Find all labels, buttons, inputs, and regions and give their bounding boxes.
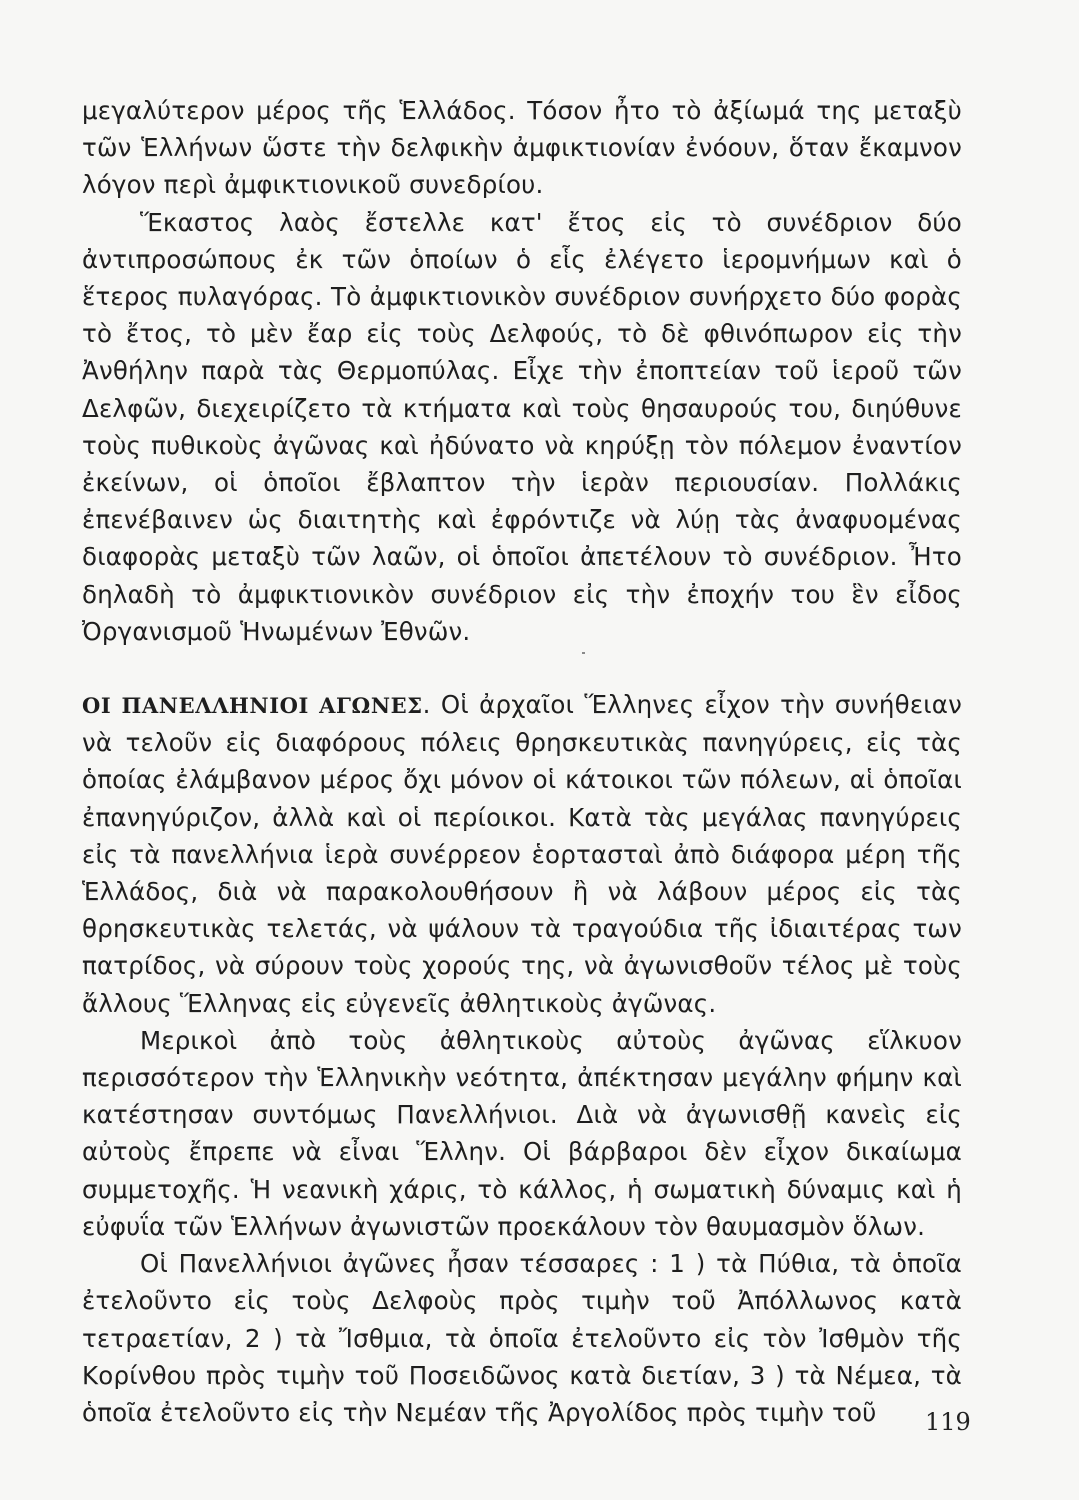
paragraph-panhellenic-text: . Οἱ ἀρχαῖοι Ἕλληνες εἶχον τὴν συνήθειαν νὰ τελοῦν εἰς διαφόρους πόλεις θρησκευτικὰς πανηγύρεις, εἰς τὰς ὁποίας ἐλάμβανον μέρος ὄχι μόνον οἱ κάτοικοι τῶν πόλεων, αἱ ὁποῖαι ἐπανηγύριζον, ἀλλὰ καὶ οἱ περίοικοι. Κατὰ τὰς μεγάλας πανηγύρεις εἰς τὰ πανελλήνια ἱερὰ συνέρρεον ἑορτασταὶ ἀπὸ διάφορα μέρη τῆς Ἑλλάδος, διὰ νὰ παρακολουθήσουν ἢ νὰ λάβουν μέρος εἰς τὰς θρησκευτικὰς τελετάς, νὰ ψάλουν τὰ τραγούδια τῆς ἰδιαιτέρας των πατρίδος, νὰ σύρουν τοὺς χορούς της, νὰ ἀγωνισθοῦν τέλος μὲ τοὺς ἄλλους Ἕλληνας εἰς εὐγενεῖς ἀθλητικοὺς ἀγῶνας. [82,690,962,1018]
paragraph-continuation: μεγαλύτερον μέρος τῆς Ἑλλάδος. Τόσον ἦτο τὸ ἀξίωμά της μεταξὺ τῶν Ἑλλήνων ὥστε τὴν δελφικὴν ἀμφικτιονίαν ἐνόουν, ὅταν ἔκαμνον λόγον περὶ ἀμφικτιονικοῦ συνεδρίου. [82,96,962,200]
page-number: 119 [925,1408,971,1436]
body-text [82,92,962,1431]
paragraph-amphictyonic-council: Ἕκαστος λαὸς ἔστελλε κατ' ἔτος εἰς τὸ συνέδριον δύο ἀντιπροσώπους ἐκ τῶν ὁποίων ὁ εἷς ἐλέγετο ἱερομνήμων καὶ ὁ ἕτερος πυλαγόρας. Τὸ ἀμφικτιονικὸν συνέδριον συνήρχετο δύο φορὰς τὸ ἔτος, τὸ μὲν ἔαρ εἰς τοὺς Δελφούς, τὸ δὲ φθινόπωρον εἰς τὴν Ἀνθήλην παρὰ τὰς Θερμοπύλας. Εἶχε τὴν ἐποπτείαν τοῦ ἱεροῦ τῶν Δελφῶν, διεχειρίζετο τὰ κτήματα καὶ τοὺς θησαυρούς του, διηύθυνε τοὺς πυθικοὺς ἀγῶνας καὶ ἠδύνατο νὰ κηρύξῃ τὸν πόλεμον ἐναντίον ἐκείνων, οἱ ὁποῖοι ἔβλαπτον τὴν ἱερὰν περιουσίαν. Πολλάκις ἐπενέβαινεν ὡς διαιτητὴς καὶ ἐφρόντιζε νὰ λύῃ τὰς ἀναφυομένας διαφορὰς μεταξὺ τῶν λαῶν, οἱ ὁποῖοι ἀπετέλουν τὸ συνέδριον. Ἦτο δηλαδὴ τὸ ἀμφικτιονικὸν συνέδριον εἰς τὴν ἐποχήν του ἓν εἶδος Ὀργανισμοῦ Ἡνωμένων Ἐθνῶν. [82,207,962,646]
paragraph-four-games: Οἱ Πανελλήνιοι ἀγῶνες ἦσαν τέσσαρες : 1 ) τὰ Πύθια, τὰ ὁποῖα ἐτελοῦντο εἰς τοὺς Δελφοὺς πρὸς τιμὴν τοῦ Ἀπόλλωνος κατὰ τετραετίαν, 2 ) τὰ Ἴσθμια, τὰ ὁποῖα ἐτελοῦντο εἰς τὸν Ἰσθμὸν τῆς Κορίνθου πρὸς τιμὴν τοῦ Ποσειδῶνος κατὰ διετίαν, 3 ) τὰ Νέμεα, τὰ ὁποῖα ἐτελοῦντο εἰς τὴν Νεμέαν τῆς Ἀργολίδος πρὸς τιμὴν τοῦ [82,1249,962,1427]
paragraph-panhellenic-intro [82,686,962,1022]
print-smudge [582,652,585,654]
paragraph-athletic-games: Μερικοὶ ἀπὸ τοὺς ἀθλητικοὺς αὐτοὺς ἀγῶνας εἵλκυον περισσότερον τὴν Ἑλληνικὴν νεότητα, ἀπέκτησαν μεγάλην φήμην καὶ κατέστησαν συντόμως Πανελλήνιοι. Διὰ νὰ ἀγωνισθῇ κανεὶς εἰς αὐτοὺς ἔπρεπε νὰ εἶναι Ἕλλην. Οἱ βάρβαροι δὲν εἶχον δικαίωμα συμμετοχῆς. Ἡ νεανικὴ χάρις, τὸ κάλλος, ἡ σωματικὴ δύναμις καὶ ἡ εὐφυΐα τῶν Ἑλλήνων ἀγωνιστῶν προεκάλουν τὸν θαυμασμὸν ὅλων. [82,1025,962,1241]
section-heading: ΟΙ ΠΑΝΕΛΛΗΝΙΟΙ ΑΓΩΝΕΣ [82,693,423,719]
